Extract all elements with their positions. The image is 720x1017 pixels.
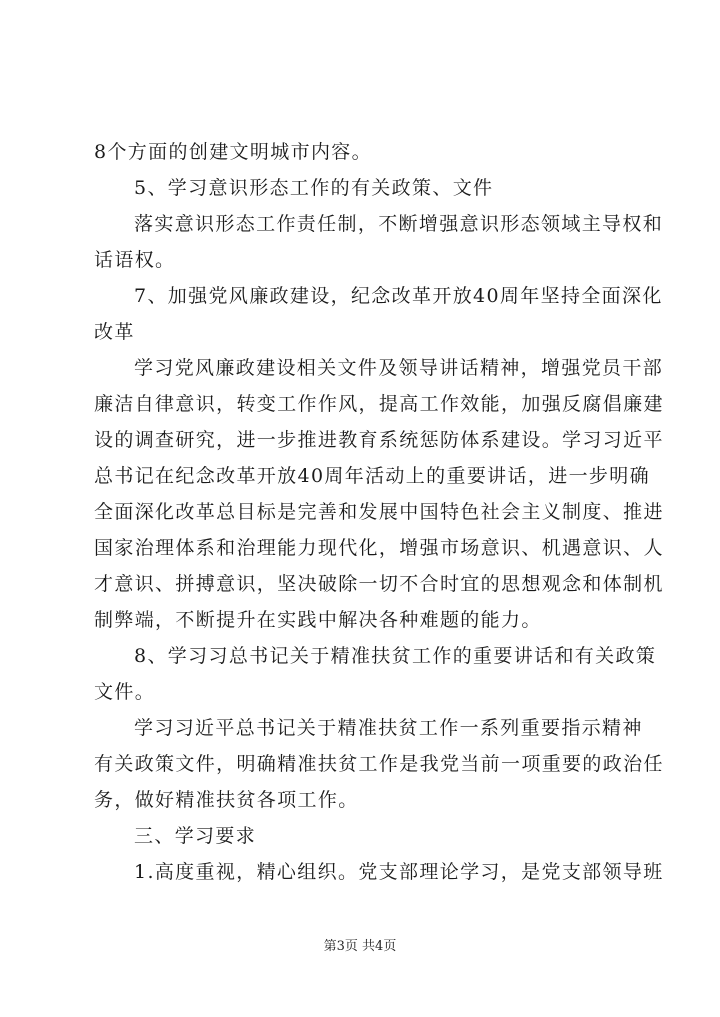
text-line-3: 落实意识形态工作责任制，不断增强意识形态领域主导权和 bbox=[134, 213, 664, 235]
text-line-8: 廉洁自律意识，转变工作作风，提高工作效能，加强反腐倡廉建 bbox=[94, 393, 664, 415]
section-heading-3: 三、学习要求 bbox=[134, 825, 257, 847]
text-line-18: 有关政策文件，明确精准扶贫工作是我党当前一项重要的政治任 bbox=[94, 753, 664, 775]
heading-item-7: 7、加强党风廉政建设，纪念改革开放40周年坚持全面深化 bbox=[134, 285, 663, 307]
text-line-4: 话语权。 bbox=[94, 249, 176, 271]
text-line-19: 务，做好精准扶贫各项工作。 bbox=[94, 789, 359, 811]
text-line-11: 全面深化改革总目标是完善和发展中国特色社会主义制度、推进 bbox=[94, 501, 664, 523]
text-line-9: 设的调查研究，进一步推进教育系统惩防体系建设。学习习近平 bbox=[94, 429, 664, 451]
text-line-1: 8个方面的创建文明城市内容。 bbox=[94, 141, 372, 163]
text-line-12: 国家治理体系和治理能力现代化，增强市场意识、机遇意识、人 bbox=[94, 537, 664, 559]
page-number-footer: 第3页 共4页 bbox=[323, 939, 397, 954]
text-line-13: 才意识、拼搏意识，坚决破除一切不合时宜的思想观念和体制机 bbox=[94, 573, 664, 595]
text-line-21: 1.高度重视，精心组织。党支部理论学习，是党支部领导班 bbox=[134, 861, 664, 883]
text-line-6: 改革 bbox=[94, 321, 135, 343]
text-line-17: 学习习近平总书记关于精准扶贫工作一系列重要指示精神 bbox=[134, 717, 643, 739]
text-line-7: 学习党风廉政建设相关文件及领导讲话精神，增强党员干部 bbox=[134, 357, 664, 379]
heading-item-5: 5、学习意识形态工作的有关政策、文件 bbox=[134, 177, 494, 199]
text-line-16: 文件。 bbox=[94, 681, 156, 703]
text-line-10: 总书记在纪念改革开放40周年活动上的重要讲话，进一步明确 bbox=[94, 465, 650, 487]
text-line-14: 制弊端，不断提升在实践中解决各种难题的能力。 bbox=[94, 609, 542, 631]
heading-item-8: 8、学习习总书记关于精准扶贫工作的重要讲话和有关政策 bbox=[134, 645, 657, 667]
